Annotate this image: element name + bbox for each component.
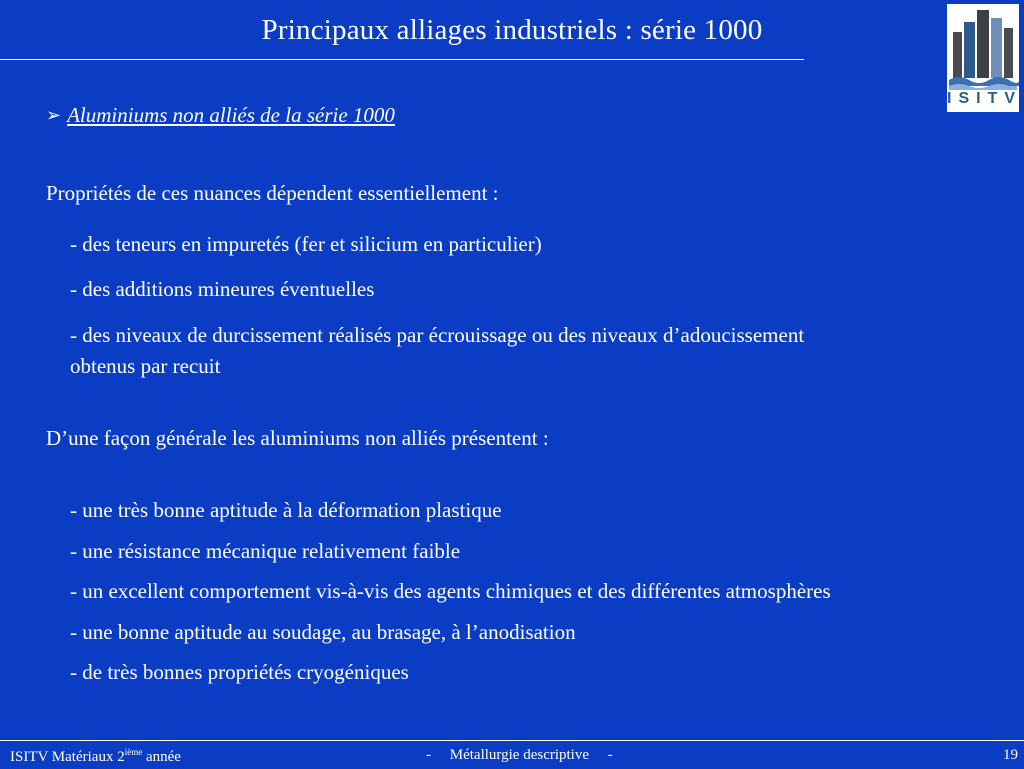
slide-title: Principaux alliages industriels : série 1000 [261,14,763,46]
footer-course-prefix: ISITV Matériaux 2 [10,749,125,765]
list-item: - une bonne aptitude au soudage, au brasage, à l’anodisation [70,620,576,644]
list-item: - une très bonne aptitude à la déformation plastique [70,498,502,522]
footer-course-suffix: année [142,749,181,765]
arrow-bullet-icon: ➢ [46,105,62,125]
list-item: - des niveaux de durcissement réalisés par écrouissage ou des niveaux d’adoucissement [70,323,805,347]
intro-text-1: Propriétés de ces nuances dépendent essentiellement : [46,181,499,205]
list-item: - des teneurs en impuretés (fer et silicium en particulier) [70,232,542,256]
section-bullet [46,103,395,128]
list-item-continuation: obtenus par recuit [70,354,221,378]
logo-text: ISITV [947,90,1023,107]
list-item: - des additions mineures éventuelles [70,277,375,301]
footer-course-sup: ième [124,747,143,757]
section-heading: Aluminiums non alliés de la série 1000 [67,103,395,127]
list-item: - une résistance mécanique relativement faible [70,539,461,563]
footer-subject: - Métallurgie descriptive - [426,747,613,763]
list-item: - de très bonnes propriétés cryogéniques [70,660,409,684]
footer-course [10,747,181,766]
slide-footer [0,740,1024,769]
page-number: 19 [1003,747,1018,763]
list-item: - un excellent comportement vis-à-vis des agents chimiques et des différentes atmosphères [70,579,831,603]
intro-text-2: D’une façon générale les aluminiums non alliés présentent : [46,426,549,450]
isitv-logo [947,4,1023,112]
title-divider [0,59,804,60]
